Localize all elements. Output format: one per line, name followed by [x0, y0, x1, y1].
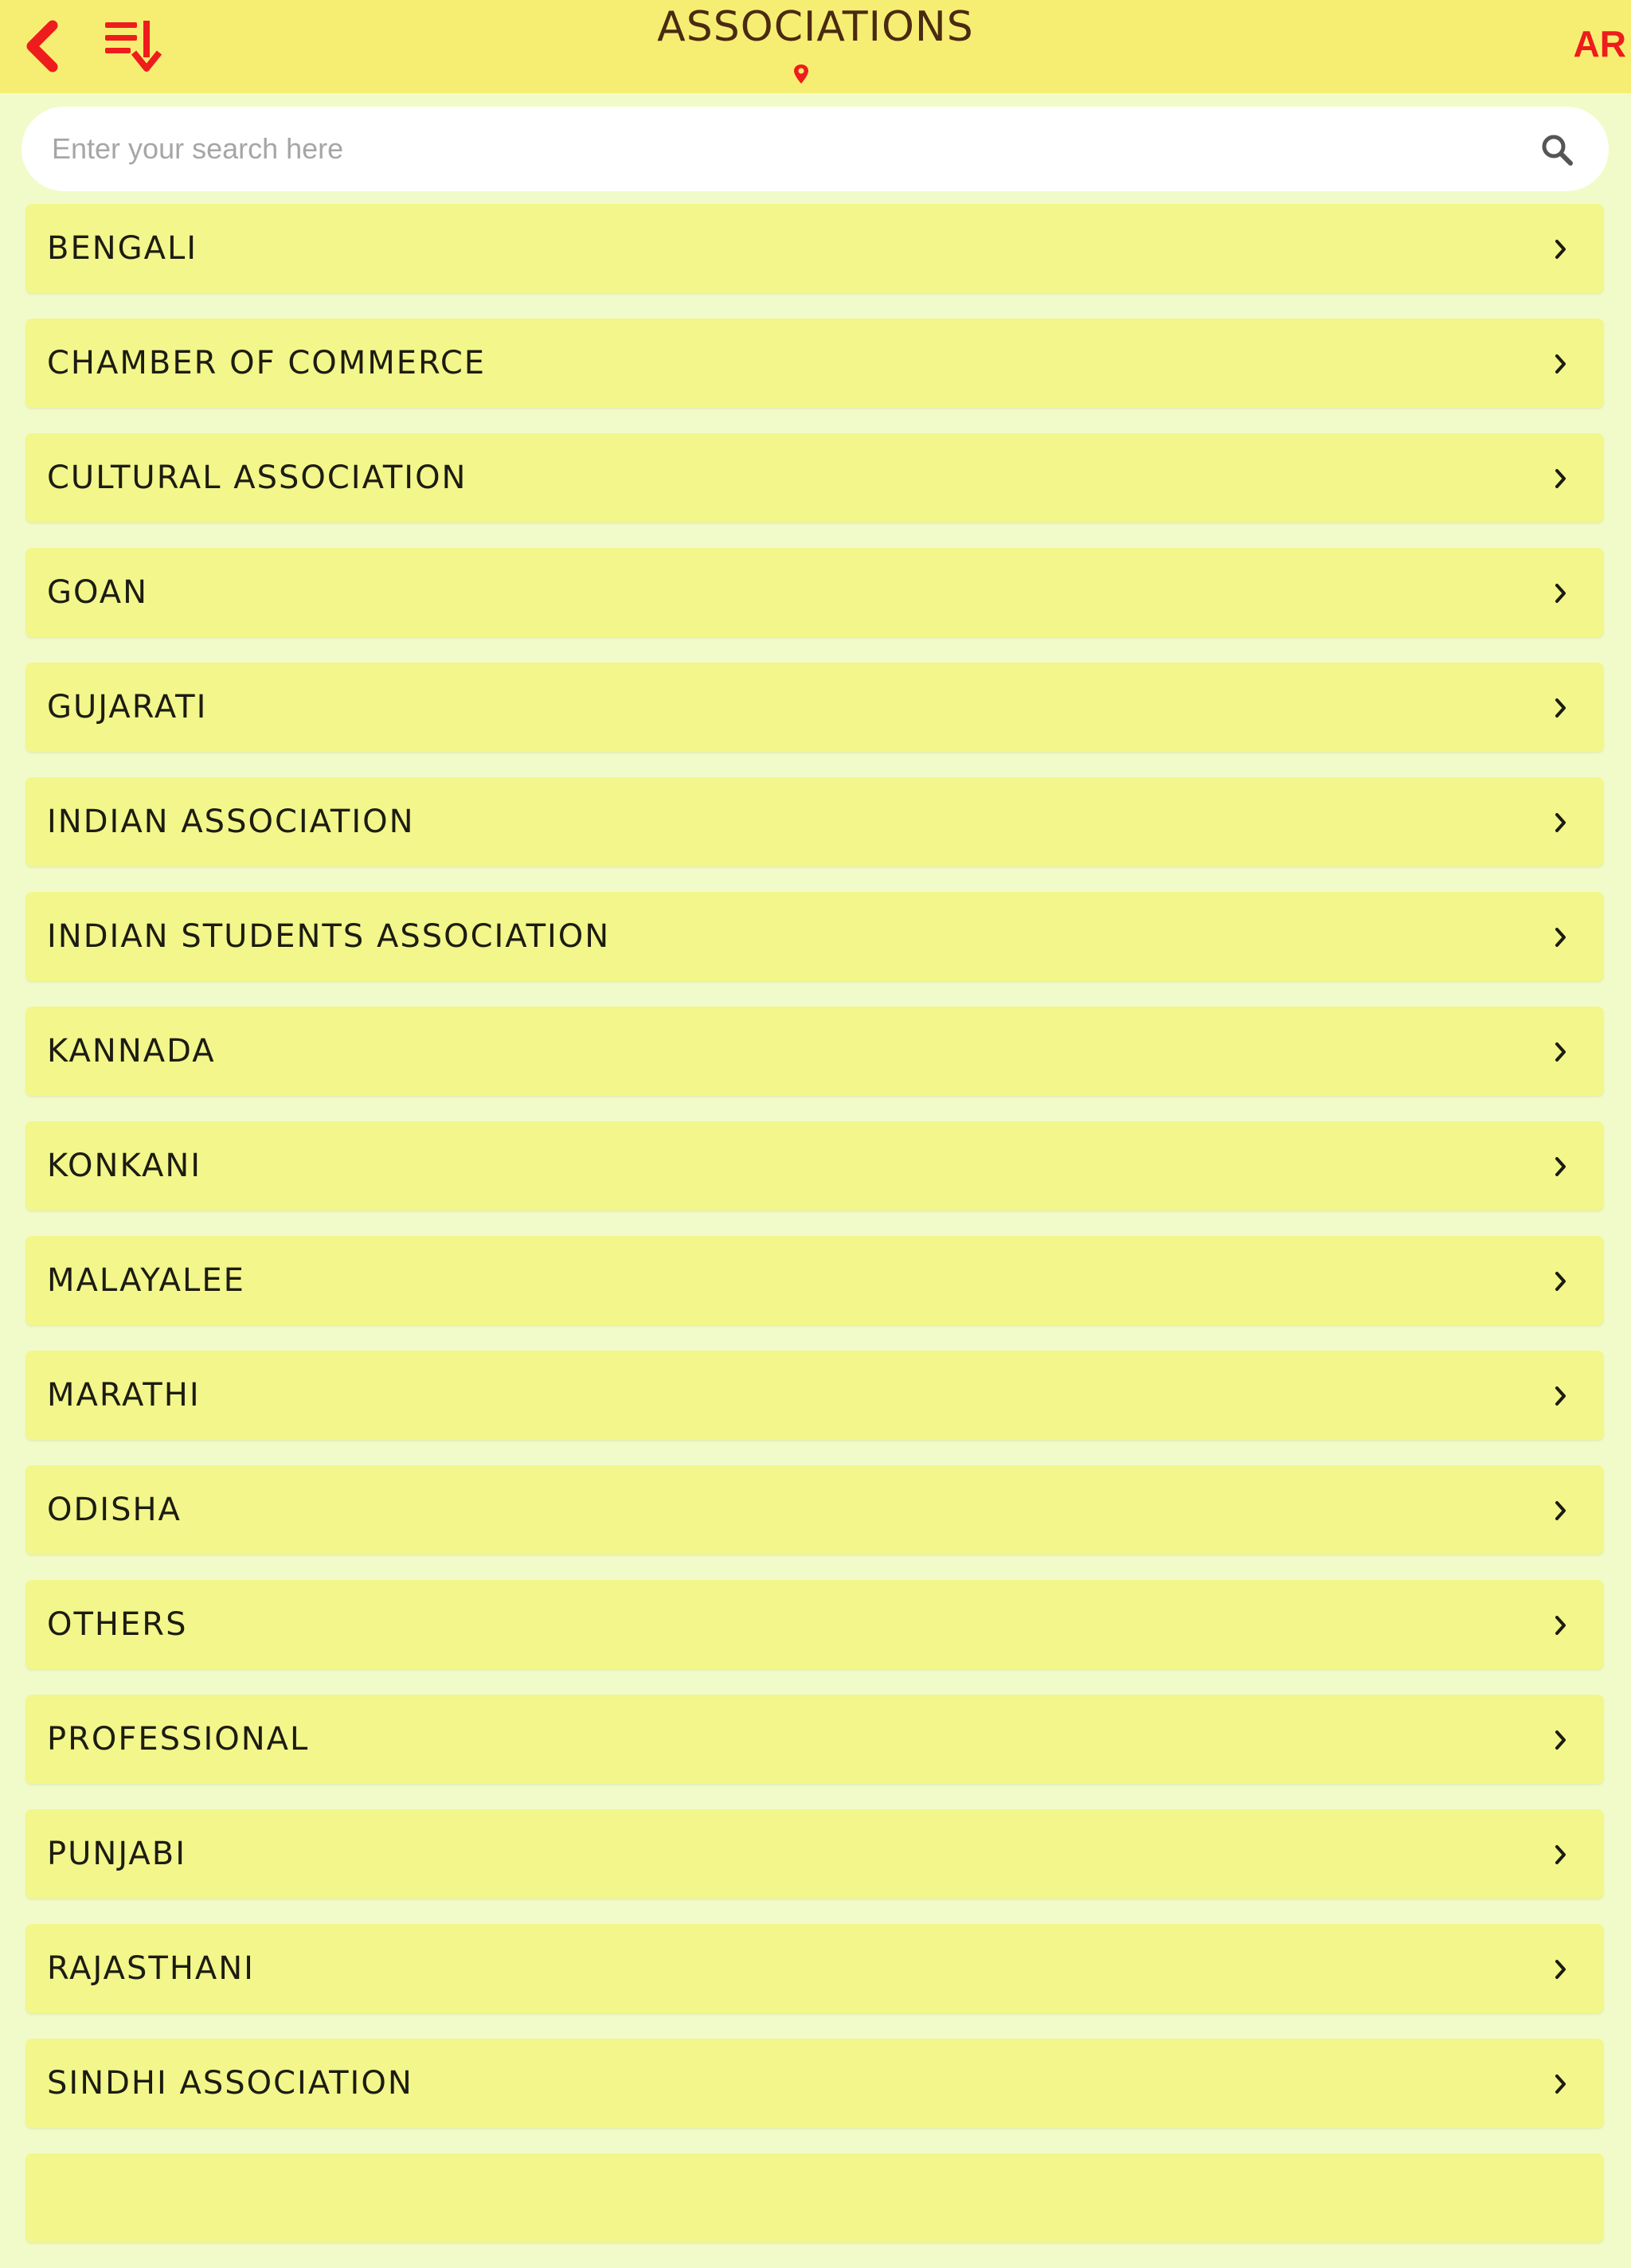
- list-item[interactable]: [25, 2153, 1604, 2243]
- list-item-label: RAJASTHANI: [47, 1950, 255, 1987]
- list-item[interactable]: [25, 548, 1604, 637]
- header-bar: [0, 0, 1631, 93]
- list-item-label: MARATHI: [47, 1377, 201, 1414]
- list-item[interactable]: [25, 777, 1604, 866]
- chevron-right-icon: [1554, 696, 1568, 720]
- chevron-right-icon: [1554, 2072, 1568, 2096]
- list-item[interactable]: [25, 2039, 1604, 2128]
- chevron-right-icon: [1554, 1728, 1568, 1752]
- chevron-right-icon: [1554, 1613, 1568, 1637]
- search-bar: [22, 107, 1609, 191]
- chevron-right-icon: [1554, 925, 1568, 949]
- chevron-right-icon: [1554, 1843, 1568, 1867]
- list-item[interactable]: [25, 1465, 1604, 1554]
- list-item[interactable]: [25, 319, 1604, 408]
- page-title: ASSOCIATIONS: [657, 3, 974, 51]
- list-item[interactable]: [25, 1351, 1604, 1440]
- list-item[interactable]: [25, 1007, 1604, 1096]
- map-pin-icon: [792, 64, 810, 84]
- list-item[interactable]: [25, 1695, 1604, 1784]
- list-item-label: ODISHA: [47, 1492, 182, 1528]
- list-item[interactable]: [25, 892, 1604, 981]
- chevron-right-icon: [1554, 1957, 1568, 1981]
- list-item-label: KANNADA: [47, 1033, 216, 1069]
- list-item-label: INDIAN ASSOCIATION: [47, 804, 415, 840]
- chevron-right-icon: [1554, 1499, 1568, 1523]
- chevron-right-icon: [1554, 1040, 1568, 1064]
- list-item[interactable]: [25, 1236, 1604, 1325]
- list-item[interactable]: [25, 1809, 1604, 1898]
- list-item-label: INDIAN STUDENTS ASSOCIATION: [47, 918, 611, 955]
- chevron-right-icon: [1554, 1269, 1568, 1293]
- search-input[interactable]: [52, 107, 1501, 191]
- chevron-right-icon: [1554, 237, 1568, 261]
- list-item[interactable]: [25, 433, 1604, 522]
- list-item-label: CULTURAL ASSOCIATION: [47, 459, 467, 496]
- list-item-label: BENGALI: [47, 230, 198, 267]
- language-toggle-button[interactable]: AR: [1573, 23, 1626, 65]
- list-item[interactable]: [25, 1121, 1604, 1210]
- list-item-label: SINDHI ASSOCIATION: [47, 2065, 413, 2102]
- list-item[interactable]: [25, 204, 1604, 293]
- list-item[interactable]: [25, 1580, 1604, 1669]
- list-item-label: CHAMBER OF COMMERCE: [47, 345, 487, 381]
- list-item-label: OTHERS: [47, 1606, 188, 1643]
- chevron-right-icon: [1554, 352, 1568, 376]
- chevron-right-icon: [1554, 581, 1568, 605]
- chevron-right-icon: [1554, 1384, 1568, 1408]
- chevron-right-icon: [1554, 467, 1568, 491]
- list-item-label: PROFESSIONAL: [47, 1721, 310, 1758]
- list-item-label: GUJARATI: [47, 689, 208, 725]
- list-item-label: KONKANI: [47, 1148, 202, 1184]
- list-item[interactable]: [25, 1924, 1604, 2013]
- list-item-label: PUNJABI: [47, 1836, 187, 1872]
- list-item[interactable]: [25, 663, 1604, 752]
- search-icon[interactable]: [1540, 133, 1574, 166]
- list-item-label: GOAN: [47, 574, 149, 611]
- chevron-right-icon: [1554, 1155, 1568, 1179]
- chevron-right-icon: [1554, 811, 1568, 835]
- list-item-label: MALAYALEE: [47, 1262, 245, 1299]
- associations-list: [25, 204, 1604, 2268]
